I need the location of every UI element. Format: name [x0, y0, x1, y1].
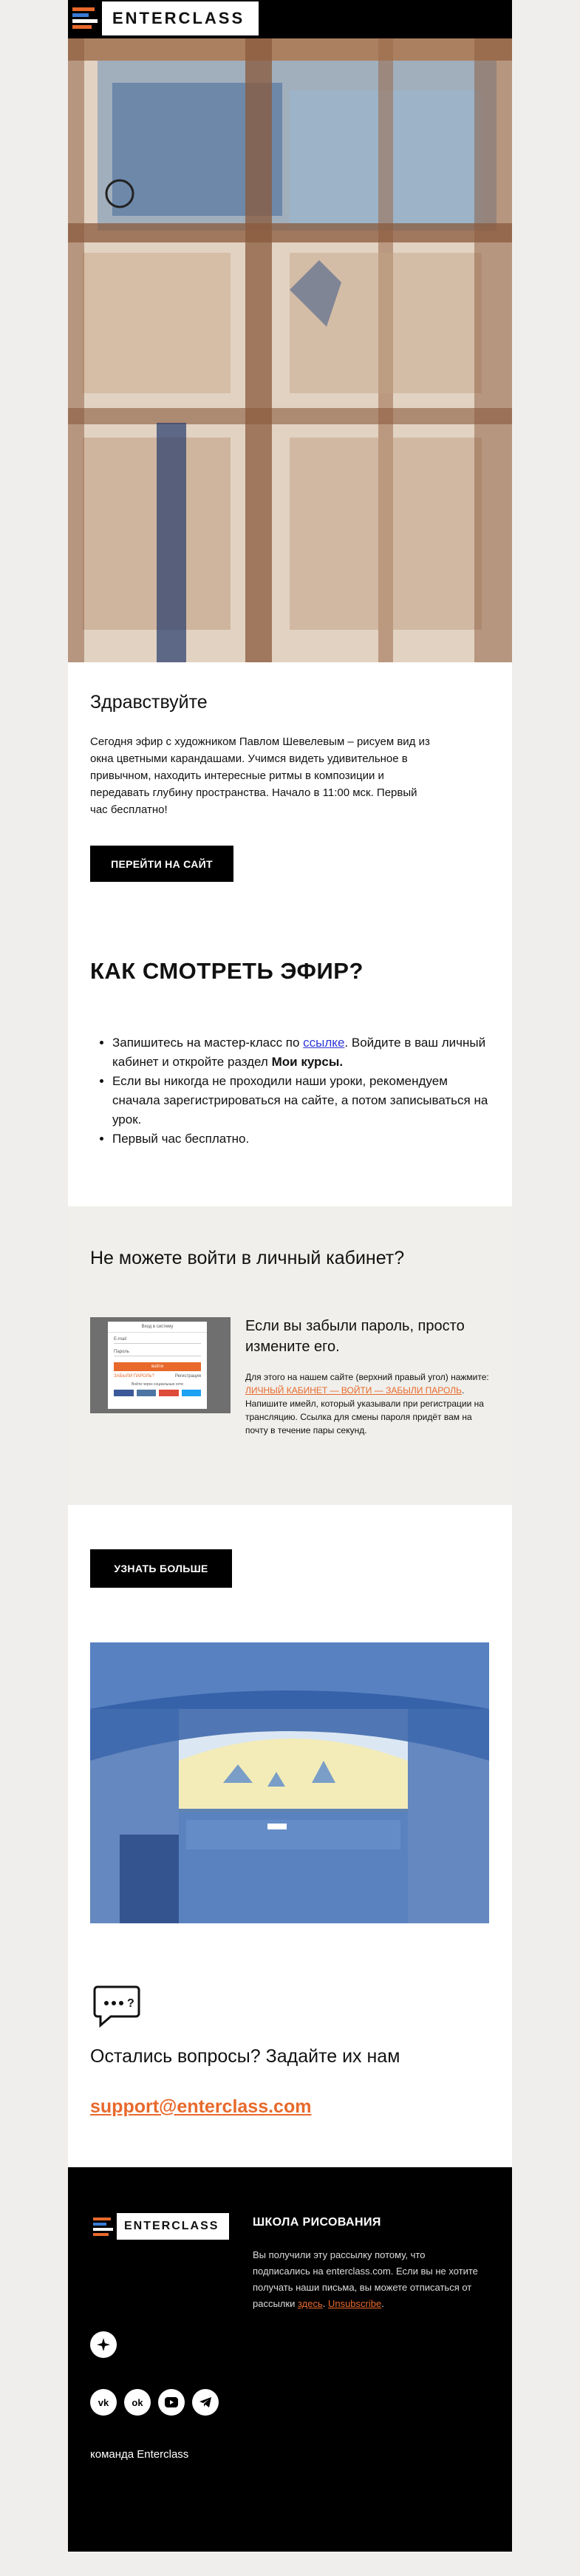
team-signature: команда Enterclass — [90, 2448, 189, 2461]
learn-more-button[interactable]: УЗНАТЬ БОЛЬШЕ — [90, 1549, 232, 1588]
logo-text: ENTERCLASS — [112, 9, 245, 27]
steps-list — [90, 1033, 497, 1149]
footer-logo[interactable] — [90, 2213, 229, 2240]
forgot-password-link[interactable]: ЛИЧНЫЙ КАБИНЕТ — ВОЙТИ — ЗАБЫЛИ ПАРОЛЬ — [245, 1385, 462, 1396]
header — [68, 0, 512, 38]
enterclass-logo[interactable] — [68, 1, 259, 35]
mock-title: Вход в систему — [108, 1322, 207, 1333]
go-to-site-button[interactable]: ПЕРЕЙТИ НА САЙТ — [90, 846, 233, 882]
unsubscribe-here-link[interactable]: здесь — [297, 2298, 323, 2309]
ok-icon[interactable]: ok — [124, 2389, 151, 2416]
list-item: • Запишитесь на мастер-класс по ссылке. Войдите в ваш личный кабинет и откройте раздел Мои курсы. — [112, 1033, 497, 1072]
questions-title: Остались вопросы? Задайте их нам — [90, 2046, 400, 2067]
intro-text: Сегодня эфир с художником Павлом Шевелевым – рисуем вид из окна цветными карандашами. Учимся видеть удивительное в привычном, находить интересные ритмы в композиции и передавать глубину пространства. Начало в 11:00 мск. Первый час бесплатно! — [90, 735, 430, 816]
hero-image — [68, 38, 512, 662]
more-section — [68, 1505, 512, 2167]
window-drawing-illustration — [68, 38, 512, 662]
list-item: • Если вы никогда не проходили наши уроки, рекомендуем сначала зарегистрироваться на сайте, а потом записываться на урок. — [112, 1072, 497, 1129]
how-to-watch-title: КАК СМОТРЕТЬ ЭФИР? — [90, 958, 364, 984]
mock-register: Регистрация — [174, 1374, 201, 1379]
mock-social: Войти через социальные сети — [132, 1382, 183, 1387]
footer-logo-text: ENTERCLASS — [124, 2220, 219, 2232]
mock-email: E-mail — [114, 1337, 201, 1344]
footer-note: Вы получили эту рассылку потому, что подписались на enterclass.com. Если вы не хотите получать наши письма, вы можете отписаться от рассылки здесь. Unsubscribe. — [253, 2249, 478, 2309]
forgot-password-title: Если вы забыли пароль, просто измените его. — [245, 1318, 465, 1355]
vk-icon[interactable]: vk — [90, 2389, 117, 2416]
bridge-illustration — [90, 1642, 489, 1923]
telegram-icon[interactable] — [192, 2389, 219, 2416]
list-item: • Первый час бесплатно. — [112, 1129, 497, 1149]
bridge-drawing — [90, 1642, 489, 1923]
support-email-link[interactable]: support@enterclass.com — [90, 2096, 312, 2117]
signup-link[interactable]: ссылке — [303, 1036, 345, 1050]
footer-school-label: ШКОЛА РИСОВАНИЯ — [253, 2216, 381, 2229]
mock-forgot: ЗАБЫЛИ ПАРОЛЬ? — [114, 1374, 154, 1379]
logo-mark-icon — [68, 1, 102, 35]
intro-section — [68, 662, 512, 1206]
my-courses-label: Мои курсы. — [271, 1055, 344, 1069]
greeting-heading: Здравствуйте — [90, 692, 208, 713]
footer-logo-mark-icon — [90, 2213, 117, 2240]
youtube-icon[interactable] — [158, 2389, 185, 2416]
forgot-password-text: Для этого на нашем сайте (верхний правый угол) нажмите: ЛИЧНЫЙ КАБИНЕТ — ВОЙТИ — ЗАБЫЛИ ПАРОЛЬ. Напишите имейл, который указывали при регистрации на трансляцию. Ссылка для смены пароля придёт вам на почту в течение пары секунд. — [245, 1372, 489, 1435]
login-help-section — [68, 1206, 512, 1505]
unsubscribe-link[interactable]: Unsubscribe — [327, 2298, 382, 2309]
mock-login-button: войти — [114, 1362, 201, 1371]
mock-password: Пароль — [114, 1350, 201, 1356]
compass-star-icon[interactable] — [90, 2331, 117, 2358]
svg-text:?: ? — [127, 1997, 134, 2010]
login-help-title: Не можете войти в личный кабинет? — [90, 1248, 405, 1268]
login-dialog-screenshot — [90, 1317, 231, 1413]
chat-question-icon — [90, 1982, 143, 2030]
footer — [68, 2167, 512, 2552]
